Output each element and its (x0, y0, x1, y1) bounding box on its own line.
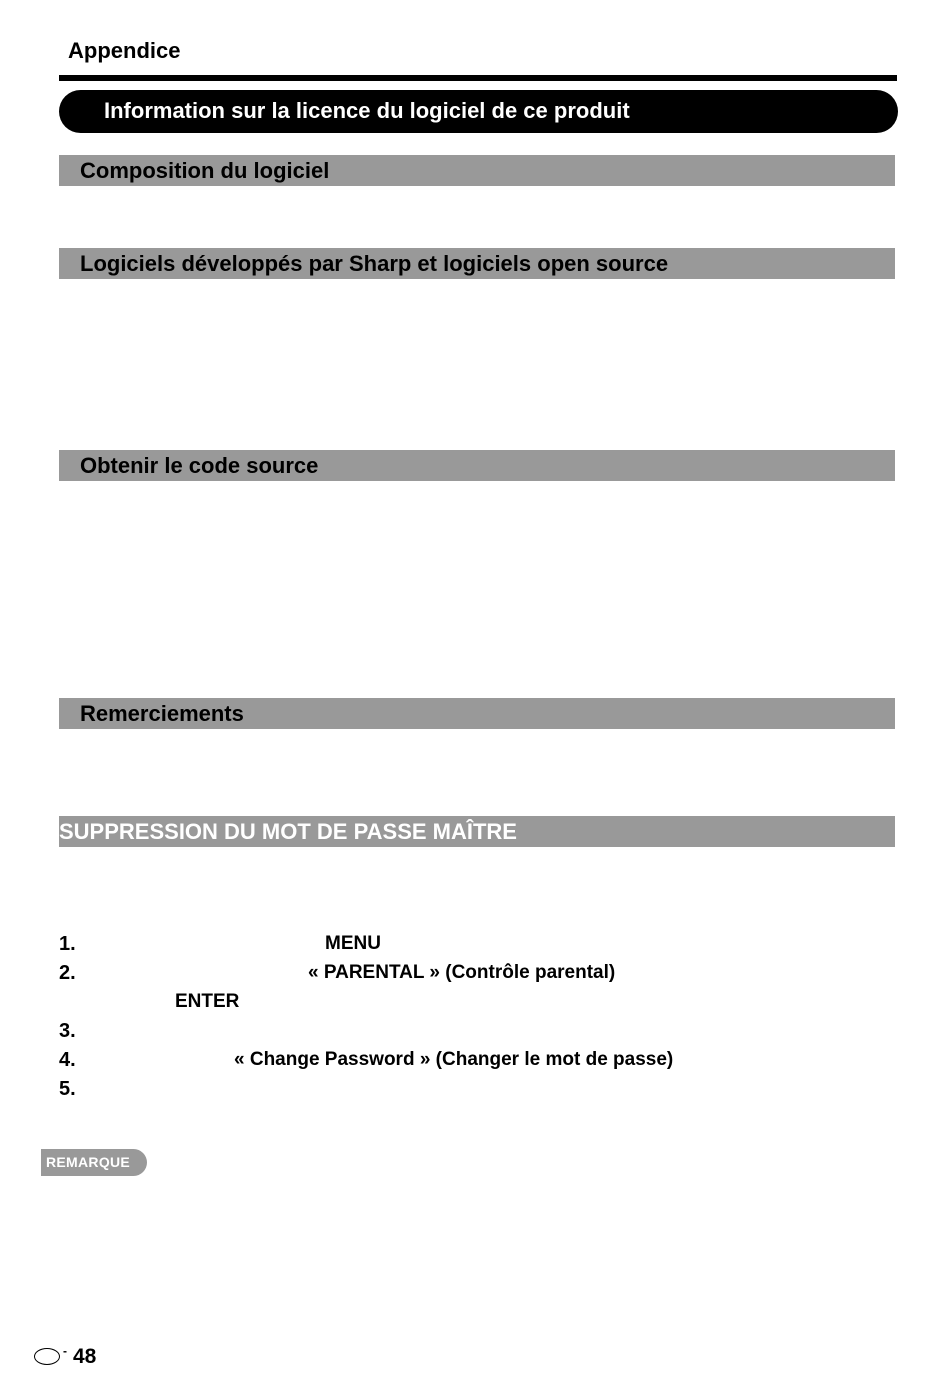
step-number: 1. (59, 933, 76, 955)
section-title-banner (59, 90, 898, 133)
page-number: 48 (73, 1345, 97, 1368)
step-continuation: ENTER (175, 991, 240, 1012)
remark-badge: REMARQUE (41, 1149, 147, 1176)
heading-source-code: Obtenir le code source (59, 450, 895, 481)
heading-master-password: SUPPRESSION DU MOT DE PASSE MAÎTRE (59, 816, 895, 847)
running-title: Appendice (68, 38, 181, 63)
language-oval-icon (34, 1348, 60, 1365)
heading-composition: Composition du logiciel (59, 155, 895, 186)
step-text: « Change Password » (Changer le mot de passe) (234, 1049, 674, 1070)
step-number: 5. (59, 1078, 76, 1100)
step-number: 3. (59, 1020, 76, 1042)
step-text: « PARENTAL » (Contrôle parental) (308, 962, 616, 983)
section-title: Information sur la licence du logiciel de ce produit (104, 98, 630, 123)
step-number: 2. (59, 962, 76, 984)
heading-thanks: Remerciements (59, 698, 895, 729)
heading-sharp-open-source: Logiciels développés par Sharp et logiciels open source (59, 248, 895, 279)
step-number: 4. (59, 1049, 76, 1071)
step-text: MENU (325, 933, 381, 954)
header-rule (59, 75, 897, 81)
page-dash: - (63, 1344, 67, 1358)
